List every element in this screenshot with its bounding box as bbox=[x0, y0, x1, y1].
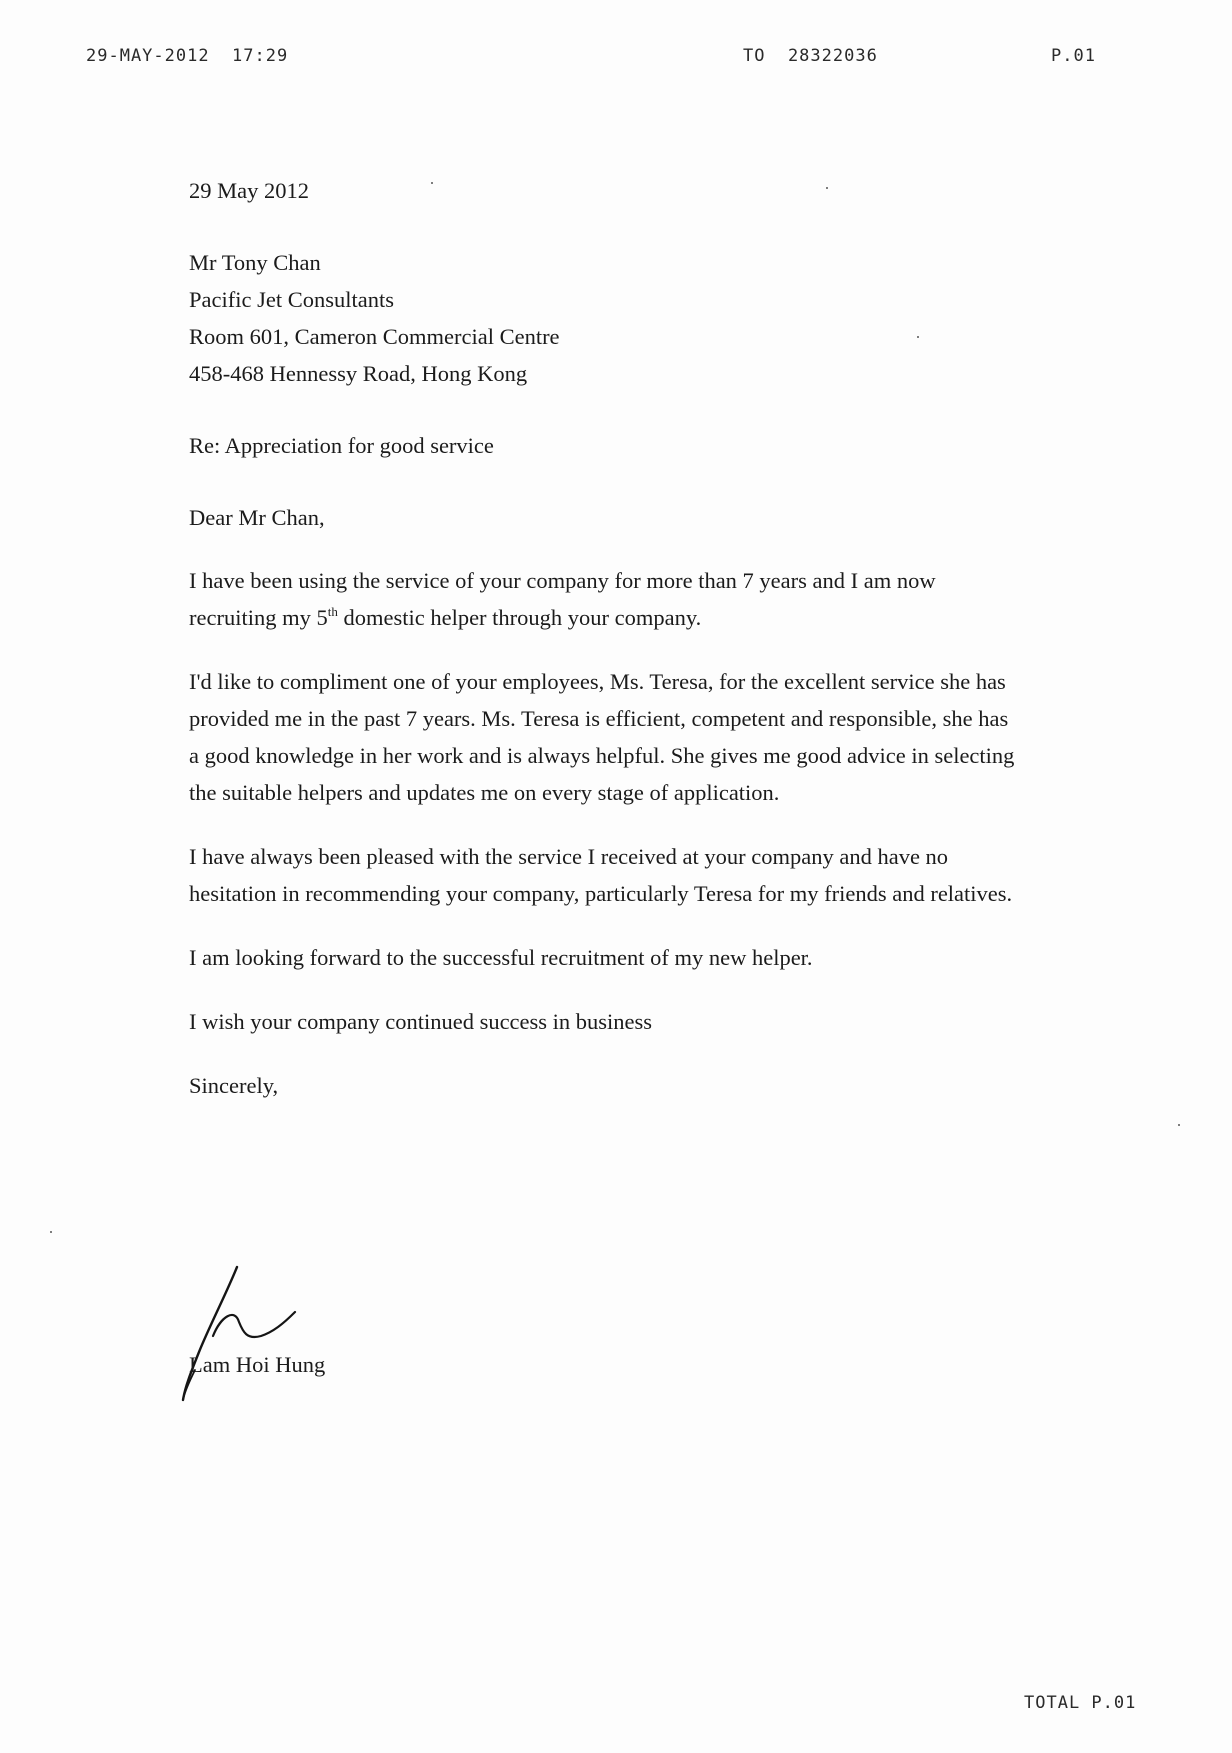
scan-speck bbox=[431, 182, 433, 184]
fax-page-number: P.01 bbox=[1051, 46, 1096, 66]
fax-total-pages: TOTAL P.01 bbox=[1024, 1693, 1137, 1713]
paragraph-1-superscript: th bbox=[327, 604, 338, 619]
recipient-name: Mr Tony Chan bbox=[189, 250, 321, 275]
letter-closing: Sincerely, bbox=[189, 1073, 279, 1098]
letter-subject: Re: Appreciation for good service bbox=[189, 433, 494, 458]
paragraph-1-text-a: I have been using the service of your company for more than 7 years and I am now recruiting my 5 bbox=[189, 568, 936, 630]
paragraph-3: I have always been pleased with the service I received at your company and have no hesitation in recommending your company, particularly Teresa for my friends and relatives. bbox=[189, 844, 1013, 906]
fax-recipient-number: TO 28322036 bbox=[743, 46, 878, 66]
paragraph-4: I am looking forward to the successful recruitment of my new helper. bbox=[189, 945, 813, 970]
recipient-address bbox=[189, 244, 1019, 392]
recipient-address-line2: 458-468 Hennessy Road, Hong Kong bbox=[189, 361, 528, 386]
scan-speck bbox=[826, 187, 828, 189]
recipient-address-line1: Room 601, Cameron Commercial Centre bbox=[189, 324, 560, 349]
handwritten-signature bbox=[165, 1252, 365, 1412]
paragraph-5: I wish your company continued success in business bbox=[189, 1009, 653, 1034]
paragraph-1-text-b: domestic helper through your company. bbox=[337, 605, 702, 630]
scan-speck bbox=[1178, 1124, 1180, 1126]
signer-name: Lam Hoi Hung bbox=[189, 1352, 326, 1377]
letter-salutation: Dear Mr Chan, bbox=[189, 505, 325, 530]
scan-speck bbox=[917, 336, 919, 338]
paragraph-1 bbox=[189, 562, 989, 636]
fax-datetime: 29-MAY-2012 17:29 bbox=[86, 46, 289, 66]
letter-body bbox=[189, 172, 1019, 1131]
letter-date: 29 May 2012 bbox=[189, 178, 309, 203]
scan-speck bbox=[50, 1231, 52, 1233]
recipient-company: Pacific Jet Consultants bbox=[189, 287, 394, 312]
signature-block bbox=[165, 1252, 365, 1412]
fax-header bbox=[0, 46, 1232, 72]
paragraph-2: I'd like to compliment one of your employees, Ms. Teresa, for the excellent service she has provided me in the past 7 years. Ms. Teresa is efficient, competent and responsible, she has a good knowledge in her work and is always helpful. She gives me good advice in selecting the suitable helpers and updates me on every stage of application. bbox=[189, 669, 1015, 805]
